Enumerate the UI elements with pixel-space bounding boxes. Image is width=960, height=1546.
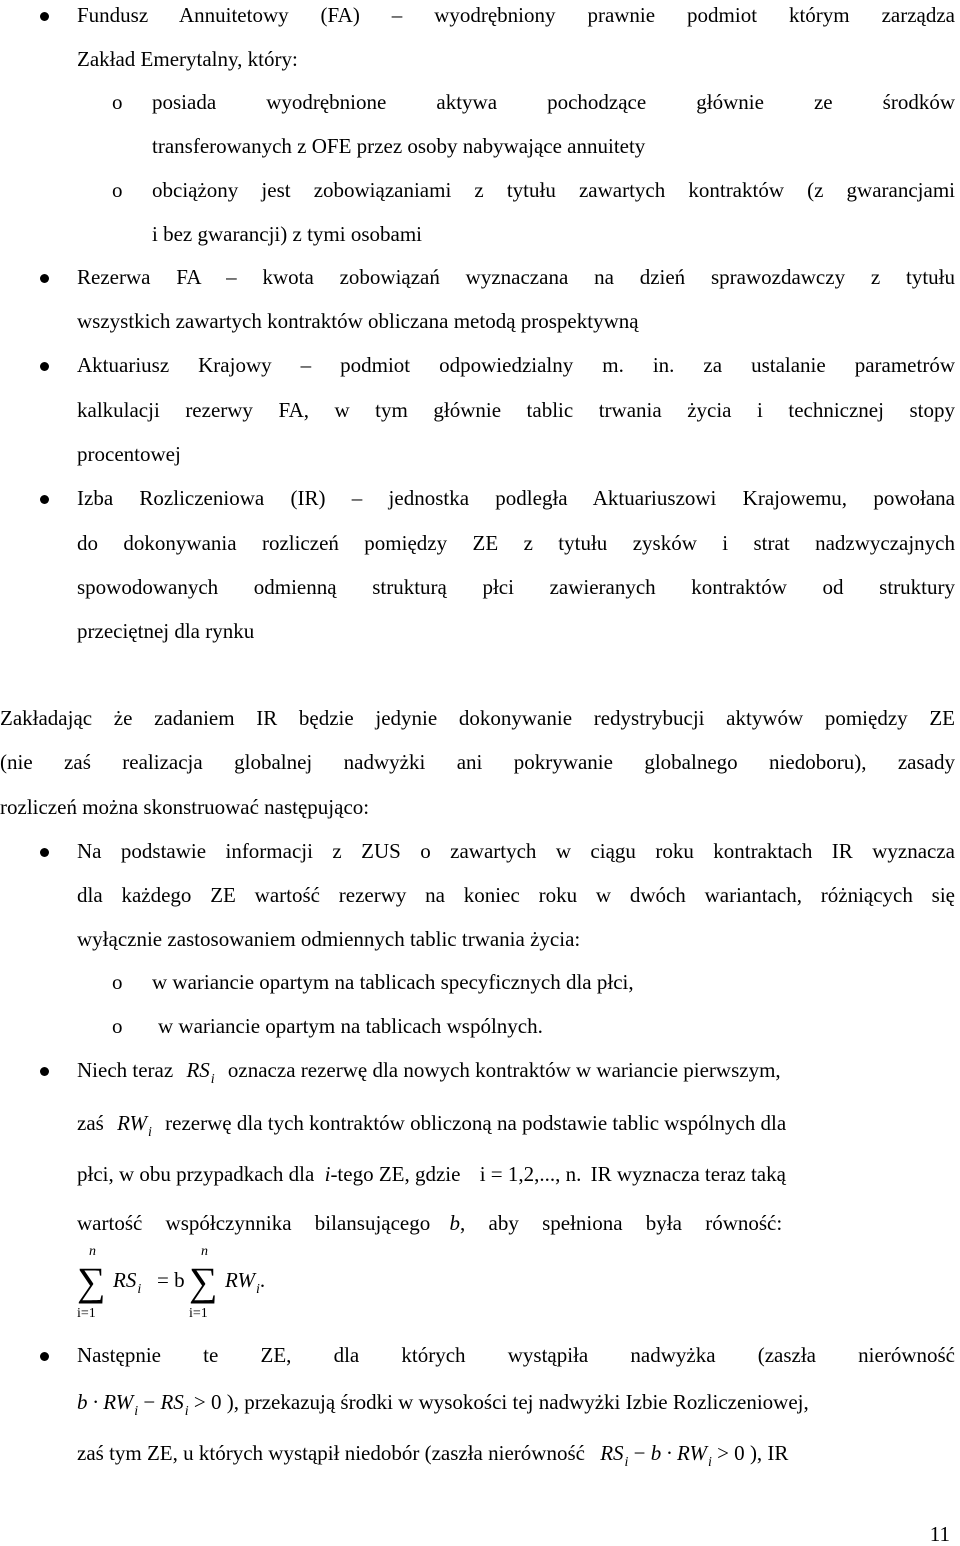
- text-line: wyłącznie zastosowaniem odmiennych tablic trwania życia:: [77, 927, 581, 951]
- text: ), przekazują środki w wysokości tej nadwyżki Izbie Rozliczeniowej,: [226, 1390, 809, 1414]
- paragraph-line: Zakładając że zadaniem IR będzie jedynie dokonywanie redystrybucji aktywów pomiędzy ZE: [0, 706, 955, 730]
- text-line: Aktuariusz Krajowy – podmiot odpowiedzialny m. in. za ustalanie parametrów: [77, 353, 955, 377]
- text-line: transferowanych z OFE przez osoby nabywające annuitety: [152, 134, 646, 158]
- text-line: [77, 1164, 786, 1185]
- bullet: [40, 12, 49, 21]
- text: Niech teraz: [77, 1058, 174, 1082]
- paragraph-line: rozliczeń można skonstruować następująco:: [0, 795, 370, 819]
- math-inequality: $RS_i - b \cdot RW_i > 0$: [600, 1441, 745, 1470]
- text-line: przeciętnej dla rynku: [77, 619, 255, 643]
- math-RW: $RW_i$: [117, 1111, 152, 1140]
- math-RW: $RW_i$.: [225, 1268, 266, 1297]
- bullet: [40, 1352, 49, 1361]
- text-line: Fundusz Annuitetowy (FA) – wyodrębniony prawnie podmiot którym zarządza: [77, 3, 955, 27]
- text-line: obciążony jest zobowiązaniami z tytułu zawartych kontraktów (z gwarancjami: [152, 178, 955, 202]
- math-inequality: $b \cdot RW_i - RS_i > 0$: [77, 1390, 222, 1419]
- text: i: [324, 1162, 331, 1186]
- text-line: posiada wyodrębnione aktywa pochodzące głównie ze środków: [152, 90, 955, 114]
- text-line: w wariancie opartym na tablicach wspólnych.: [158, 1014, 543, 1038]
- text-line: [77, 1441, 789, 1470]
- text-line: Izba Rozliczeniowa (IR) – jednostka podległa Aktuariuszowi Krajowemu, powołana: [77, 486, 955, 510]
- text-line: w wariancie opartym na tablicach specyficznych dla płci,: [152, 970, 634, 994]
- text-line: do dokonywania rozliczeń pomiędzy ZE z tytułu zysków i strat nadzwyczajnych: [77, 531, 955, 555]
- sum-symbol: n ∑ i=1: [189, 1244, 218, 1321]
- text-line: [77, 1213, 955, 1234]
- text-line: wszystkich zawartych kontraktów obliczana metodą prospektywną: [77, 309, 639, 333]
- bullet: [40, 495, 49, 504]
- paragraph-line: (nie zaś realizacja globalnej nadwyżki ani pokrywanie globalnego niedoboru), zasady: [0, 750, 955, 774]
- text: wartość współczynnika bilansującego: [77, 1211, 431, 1235]
- math-eq: = b: [157, 1268, 185, 1292]
- math-RS: $RS_i$: [186, 1058, 215, 1087]
- text: oznacza rezerwę dla nowych kontraktów w wariancie pierwszym,: [227, 1058, 781, 1082]
- sum-symbol: n ∑ i=1: [77, 1244, 106, 1321]
- sub-bullet: o: [112, 90, 123, 114]
- text: zaś tym ZE, u których wystąpił niedobór (zaszła nierówność: [77, 1441, 585, 1465]
- math-RS: $RS_i$: [113, 1268, 142, 1297]
- bullet: [40, 848, 49, 857]
- text: zaś: [77, 1111, 104, 1135]
- text-line: [77, 1390, 809, 1419]
- bullet: [40, 1067, 49, 1076]
- text: płci, w obu przypadkach dla: [77, 1162, 315, 1186]
- text: ), IR: [749, 1441, 789, 1465]
- sub-bullet: o: [112, 970, 123, 994]
- text-line: spowodowanych odmienną strukturą płci zawieranych kontraktów od struktury: [77, 575, 955, 599]
- text: IR wyznacza teraz taką: [590, 1162, 786, 1186]
- text-line: procentowej: [77, 442, 181, 466]
- sub-bullet: o: [112, 178, 123, 202]
- bullet: [40, 362, 49, 371]
- text: b: [449, 1211, 460, 1235]
- math-index-range: i = 1,2,..., n.: [479, 1162, 582, 1186]
- text: -tego ZE, gdzie: [330, 1162, 461, 1186]
- text-line: [77, 1058, 781, 1087]
- text-line: Na podstawie informacji z ZUS o zawartych w ciągu roku kontraktach IR wyznacza: [77, 839, 955, 863]
- text: rezerwę dla tych kontraktów obliczoną na podstawie tablic wspólnych dla: [165, 1111, 787, 1135]
- bullet: [40, 274, 49, 283]
- text-line: dla każdego ZE wartość rezerwy na koniec roku w dwóch wariantach, różniących się: [77, 883, 955, 907]
- text-line: Następnie te ZE, dla których wystąpiła nadwyżka (zaszła nierówność: [77, 1343, 955, 1367]
- text-line: i bez gwarancji) z tymi osobami: [152, 222, 422, 246]
- text: , aby spełniona była równość:: [460, 1211, 783, 1235]
- text-line: kalkulacji rezerwy FA, w tym głównie tablic trwania życia i technicznej stopy: [77, 398, 955, 422]
- text-line: [77, 1111, 787, 1140]
- page-number: 11: [929, 1522, 950, 1546]
- text-line: Rezerwa FA – kwota zobowiązań wyznaczana na dzień sprawozdawczy z tytułu: [77, 265, 955, 289]
- sub-bullet: o: [112, 1014, 123, 1038]
- equation: [77, 1240, 477, 1320]
- text-line: Zakład Emerytalny, który:: [77, 47, 298, 71]
